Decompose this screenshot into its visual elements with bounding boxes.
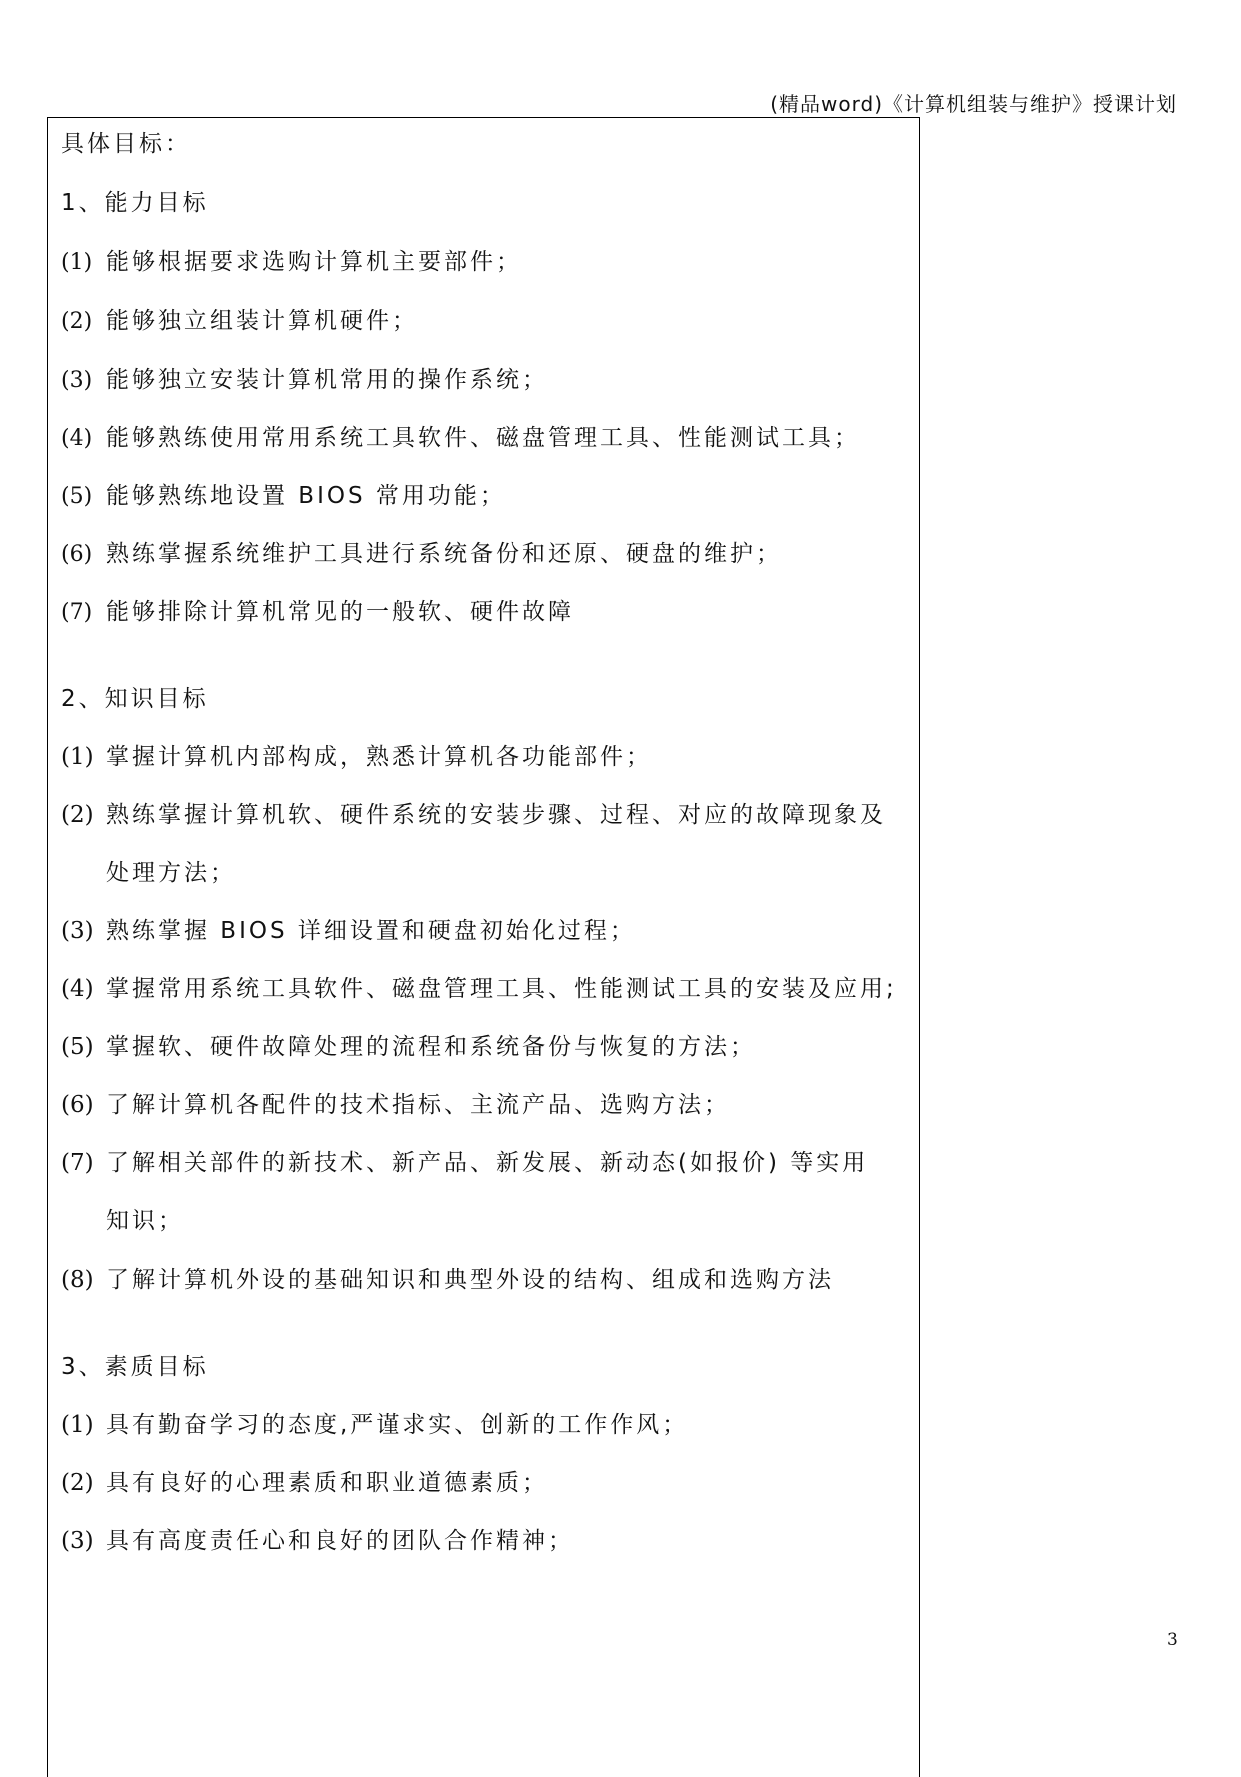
section-3-title: 3、素质目标: [61, 1354, 209, 1380]
item-text: 熟练掌握计算机软、硬件系统的安装步骤、过程、对应的故障现象及: [106, 802, 886, 828]
knowledge-item-4: [61, 978, 897, 1001]
ability-item-7: [61, 601, 574, 624]
ability-item-3: [61, 369, 548, 392]
item-number: (4): [61, 976, 94, 1002]
item-text: 能够独立安装计算机常用的操作系统；: [106, 367, 548, 393]
ability-item-5: [61, 485, 506, 508]
item-text: 具有良好的心理素质和职业道德素质；: [106, 1470, 548, 1496]
knowledge-item-2: [61, 804, 886, 827]
knowledge-item-3: [61, 920, 636, 943]
item-number: (3): [61, 368, 93, 393]
item-number: (4): [61, 426, 93, 451]
quality-item-3: [61, 1530, 574, 1553]
knowledge-item-7-continuation: 知识；: [106, 1208, 184, 1234]
item-number: (3): [61, 918, 94, 944]
item-number: (1): [61, 1412, 94, 1438]
item-text: 具有勤奋学习的态度,严谨求实、创新的工作作风；: [106, 1412, 689, 1438]
item-number: (5): [61, 484, 93, 509]
section-2-title: 2、知识目标: [61, 686, 209, 712]
page-number: 3: [1167, 1630, 1178, 1650]
item-text: 具有高度责任心和良好的团队合作精神；: [106, 1528, 574, 1554]
knowledge-item-8: [61, 1269, 834, 1292]
ability-item-2: [61, 310, 418, 333]
item-text: 掌握计算机内部构成，熟悉计算机各功能部件；: [106, 744, 652, 770]
item-number: (1): [61, 744, 94, 770]
item-number: (6): [61, 1092, 94, 1118]
item-text: 了解计算机各配件的技术指标、主流产品、选购方法；: [106, 1092, 730, 1118]
knowledge-item-2-continuation: 处理方法；: [106, 860, 236, 886]
item-text: 能够熟练地设置 BIOS 常用功能；: [106, 483, 506, 509]
ability-item-4: [61, 427, 860, 450]
item-number: (7): [61, 600, 93, 625]
item-number: (1): [61, 250, 93, 275]
item-text: 熟练掌握 BIOS 详细设置和硬盘初始化过程；: [106, 918, 636, 944]
knowledge-item-1: [61, 746, 652, 769]
document-header: (精品word)《计算机组装与维护》授课计划: [770, 92, 1177, 116]
item-number: (2): [61, 1470, 94, 1496]
item-text: 了解相关部件的新技术、新产品、新发展、新动态(如报价) 等实用: [106, 1150, 869, 1176]
item-number: (2): [61, 309, 93, 334]
ability-item-6: [61, 543, 782, 566]
knowledge-item-5: [61, 1036, 756, 1059]
heading-specific-goals: 具体目标：: [61, 131, 191, 157]
item-text: 熟练掌握系统维护工具进行系统备份和还原、硬盘的维护；: [106, 541, 782, 567]
item-number: (8): [61, 1267, 94, 1293]
item-number: (6): [61, 542, 93, 567]
item-text: 了解计算机外设的基础知识和典型外设的结构、组成和选购方法: [106, 1267, 834, 1293]
item-text: 能够熟练使用常用系统工具软件、磁盘管理工具、性能测试工具；: [106, 425, 860, 451]
item-text: 掌握软、硬件故障处理的流程和系统备份与恢复的方法；: [106, 1034, 756, 1060]
item-number: (7): [61, 1150, 94, 1176]
item-text: 能够独立组装计算机硬件；: [106, 308, 418, 334]
section-1-title: 1、能力目标: [61, 190, 209, 216]
ability-item-1: [61, 251, 522, 274]
item-text: 掌握常用系统工具软件、磁盘管理工具、性能测试工具的安装及应用;: [106, 976, 897, 1002]
quality-item-2: [61, 1472, 548, 1495]
knowledge-item-7: [61, 1152, 868, 1175]
item-text: 能够排除计算机常见的一般软、硬件故障: [106, 599, 574, 625]
item-number: (2): [61, 802, 94, 828]
quality-item-1: [61, 1414, 688, 1437]
knowledge-item-6: [61, 1094, 730, 1117]
content-table-cell: [47, 117, 920, 1777]
item-number: (5): [61, 1034, 94, 1060]
item-text: 能够根据要求选购计算机主要部件；: [106, 249, 522, 275]
item-number: (3): [61, 1528, 94, 1554]
